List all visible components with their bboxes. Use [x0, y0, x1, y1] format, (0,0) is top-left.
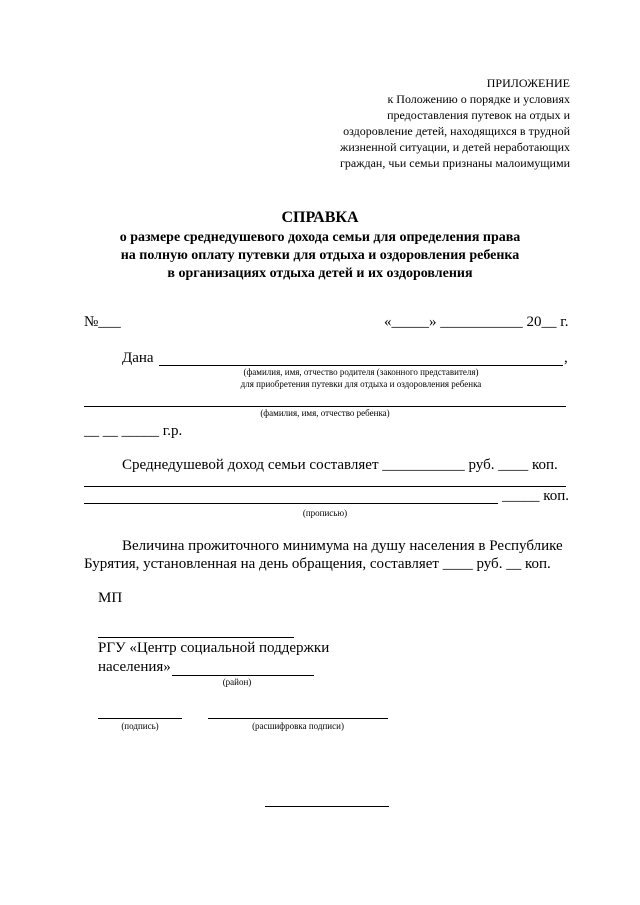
caption-purpose: для приобретения путевки для отдыха и оздоровления ребенка	[240, 379, 482, 389]
income-words-field	[84, 503, 498, 504]
comma: ,	[564, 350, 568, 366]
org-name-line1: РГУ «Центр социальной поддержки	[98, 640, 330, 656]
annex-line: к Положению о порядке и условиях	[387, 92, 570, 106]
caption-district: (район)	[222, 677, 252, 687]
org-name-line2: населения»	[98, 659, 171, 675]
child-name-field	[84, 406, 566, 407]
org-top-line	[98, 637, 294, 638]
signature-field	[98, 718, 182, 719]
annex-heading: ПРИЛОЖЕНИЕ	[486, 76, 570, 90]
stamp-label: МП	[98, 590, 123, 606]
bottom-line	[265, 806, 389, 807]
annex-line: граждан, чьи семьи признаны малоимущими	[339, 156, 570, 170]
issued-label: Дана	[122, 350, 154, 366]
document-title: СПРАВКА	[281, 209, 359, 226]
certificate-number: №___	[84, 314, 121, 330]
minimum-text-line1: Величина прожиточного минимума на душу населения в Республике	[122, 538, 563, 554]
document-subtitle-line: на полную оплату путевки для отдыха и оздоровления ребенка	[120, 248, 520, 263]
annex-line: жизненной ситуации, и детей неработающих	[340, 140, 570, 154]
income-text: Среднедушевой доход семьи составляет ___________ руб. ____ коп.	[122, 457, 558, 473]
caption-words: (прописью)	[302, 508, 348, 518]
birth-year: __ __ _____ г.р.	[84, 423, 183, 439]
annex-line: предоставления путевок на отдых и	[387, 108, 570, 122]
document-subtitle-line: в организациях отдыха детей и их оздоровления	[167, 266, 473, 281]
caption-parent: (фамилия, имя, отчество родителя (законного представителя)	[243, 367, 479, 377]
income-words-field	[84, 486, 566, 487]
parent-name-field	[159, 365, 563, 366]
certificate-date: «_____» ___________ 20__ г.	[384, 314, 569, 330]
caption-child: (фамилия, имя, отчество ребенка)	[260, 408, 390, 418]
caption-decoding: (расшифровка подписи)	[252, 721, 344, 731]
signature-decoding-field	[208, 718, 388, 719]
document-subtitle-line: о размере среднедушевого дохода семьи для определения права	[119, 230, 521, 245]
district-field	[172, 675, 314, 676]
minimum-text-line2: Бурятия, установленная на день обращения, составляет ____ руб. __ коп.	[84, 556, 551, 572]
annex-line: оздоровление детей, находящихся в трудной	[343, 124, 570, 138]
caption-signature: (подпись)	[121, 721, 159, 731]
kop-label: _____ коп.	[502, 488, 570, 504]
